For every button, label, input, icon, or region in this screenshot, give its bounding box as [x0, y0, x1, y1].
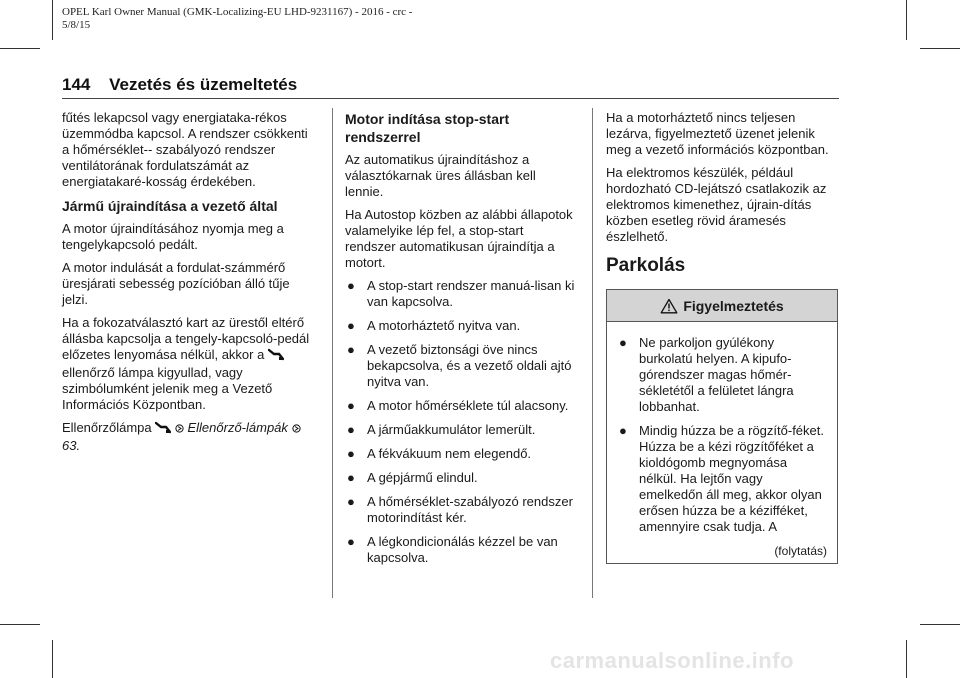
list-item-text: Mindig húzza be a rögzítő-féket. Húzza be a kézi rögzítőféket a kioldógomb megnyomása nélkül. Ha lejtőn vagy emelkedőn áll meg, akkor olyan erősen húzza be a kézifféket, amennyire csak tudja. A: [639, 423, 824, 534]
list-item-text: A stop-start rendszer manuá-lisan ki van kapcsolva.: [367, 278, 575, 309]
crop-mark: [906, 640, 907, 678]
list-item: [345, 398, 577, 414]
crop-mark: [906, 0, 907, 40]
bullet-icon: ●: [347, 446, 355, 461]
list-item: [345, 342, 577, 390]
list-item-text: A motor hőmérséklete túl alacsony.: [367, 398, 569, 413]
warning-body: [607, 322, 837, 563]
paragraph: [62, 420, 318, 454]
bullet-icon: ●: [619, 335, 627, 350]
watermark: carmanualsonline.info: [550, 648, 794, 673]
cross-reference-link[interactable]: Ellenőrző-lámpák: [187, 420, 288, 435]
paragraph: Az automatikus újraindításhoz a választókarnak üres állásban kell lennie.: [345, 152, 536, 199]
crop-mark: [0, 48, 40, 49]
clutch-pedal-icon: [268, 348, 284, 365]
list-item-text: A járműakkumulátor lemerült.: [367, 422, 536, 437]
column-2: [345, 110, 577, 574]
paragraph: fűtés lekapcsol vagy energiataka-rékos üzemmódba kapcsol. A rendszer csökkenti a hőmérséklet-- szabályozó rendszer ventilátorának fordulatszámát az energiatakaré-kosság érdekében.: [62, 110, 308, 189]
warning-title: Figyelmeztetés: [683, 297, 784, 314]
bullet-icon: ●: [347, 398, 355, 413]
column-divider: [592, 108, 593, 598]
bullet-icon: ●: [347, 278, 355, 293]
crop-mark: [0, 624, 40, 625]
crop-mark: [920, 624, 960, 625]
paragraph: A motor indulását a fordulat-számmérő üresjárati sebesség pozícióban álló tűje jelzi.: [62, 260, 290, 307]
column-1: [62, 110, 318, 461]
list-item: [345, 422, 577, 438]
list-item-text: Ne parkoljon gyúlékony burkolatú helyen. A kipufo-górendszer magas hőmér-sékletétől a felületet lángra lobbanhat.: [639, 335, 794, 414]
document-header-line2: 5/8/15: [62, 19, 91, 31]
document-header: [62, 6, 412, 32]
paragraph: Ha a motorháztető nincs teljesen lezárva, figyelmeztető üzenet jelenik meg a vezető információs központban.: [606, 110, 829, 157]
bullet-icon: ●: [347, 342, 355, 357]
list-item: [345, 534, 577, 566]
warning-header: [607, 290, 837, 322]
restart-conditions-list: [345, 278, 577, 566]
list-item-text: A fékvákuum nem elegendő.: [367, 446, 532, 461]
text: Ha a fokozatválasztó kart az ürestől eltérő állásba kapcsolja a tengely-kapcsoló-pedál előzetes lenyomása nélkül, akkor a: [62, 315, 310, 362]
section-heading-parking: Parkolás: [606, 255, 686, 276]
warning-box: [606, 289, 838, 564]
header-rule: [62, 98, 839, 99]
text: ellenőrző lámpa kigyullad, vagy szimbólumként jelenik meg a Vezető Információs Központban.: [62, 365, 273, 412]
warning-triangle-icon: [660, 298, 678, 314]
list-item: [345, 278, 577, 310]
page-number: 144: [62, 75, 91, 94]
document-header-line1: OPEL Karl Owner Manual (GMK-Localizing-EU LHD-9231167) - 2016 - crc -: [62, 6, 413, 18]
paragraph: Ha elektromos készülék, például hordozható CD-lejátszó csatlakozik az elektromos kimenethez, újrain-dítás közben esetleg rövid áramesés észlelhető.: [606, 165, 827, 244]
bullet-icon: ●: [347, 534, 355, 549]
paragraph: [62, 315, 318, 413]
clutch-pedal-icon: [155, 421, 171, 438]
page-heading: [62, 75, 297, 95]
list-item: [345, 446, 577, 462]
list-item: [617, 335, 827, 415]
reference-arrow-icon: [292, 422, 301, 438]
list-item-text: A gépjármű elindul.: [367, 470, 478, 485]
bullet-icon: ●: [347, 422, 355, 437]
list-item: [345, 470, 577, 486]
list-item-text: A hőmérséklet-szabályozó rendszer motorindítást kér.: [367, 494, 573, 525]
bullet-icon: ●: [347, 470, 355, 485]
list-item-text: A vezető biztonsági öve nincs bekapcsolva, és a vezető oldali ajtó nyitva van.: [367, 342, 572, 389]
cross-reference-page[interactable]: 63.: [62, 438, 81, 453]
list-item: [345, 494, 577, 526]
list-item: [617, 423, 827, 535]
reference-arrow-icon: [175, 422, 184, 438]
section-title: Vezetés és üzemeltetés: [109, 75, 298, 94]
paragraph: Ha Autostop közben az alábbi állapotok valamelyike lép fel, a stop-start rendszer automatikusan újraindítja a motort.: [345, 207, 573, 270]
continued-label: (folytatás): [774, 544, 827, 558]
text: Ellenőrzőlámpa: [62, 420, 152, 435]
paragraph: A motor újraindításához nyomja meg a tengelykapcsoló pedált.: [62, 221, 284, 252]
list-item: [345, 318, 577, 334]
crop-mark: [920, 48, 960, 49]
subheading-stop-start: Motor indítása stop-start rendszerrel: [345, 111, 510, 145]
column-divider: [332, 108, 333, 598]
bullet-icon: ●: [347, 318, 355, 333]
list-item-text: A légkondicionálás kézzel be van kapcsolva.: [367, 534, 558, 565]
column-3: [606, 110, 842, 564]
bullet-icon: ●: [347, 494, 355, 509]
crop-mark: [52, 0, 53, 40]
crop-mark: [52, 640, 53, 678]
list-item-text: A motorháztető nyitva van.: [367, 318, 521, 333]
bullet-icon: ●: [619, 423, 627, 438]
subheading-restart-by-driver: Jármű újraindítása a vezető által: [62, 198, 278, 214]
warning-list: [617, 335, 827, 535]
